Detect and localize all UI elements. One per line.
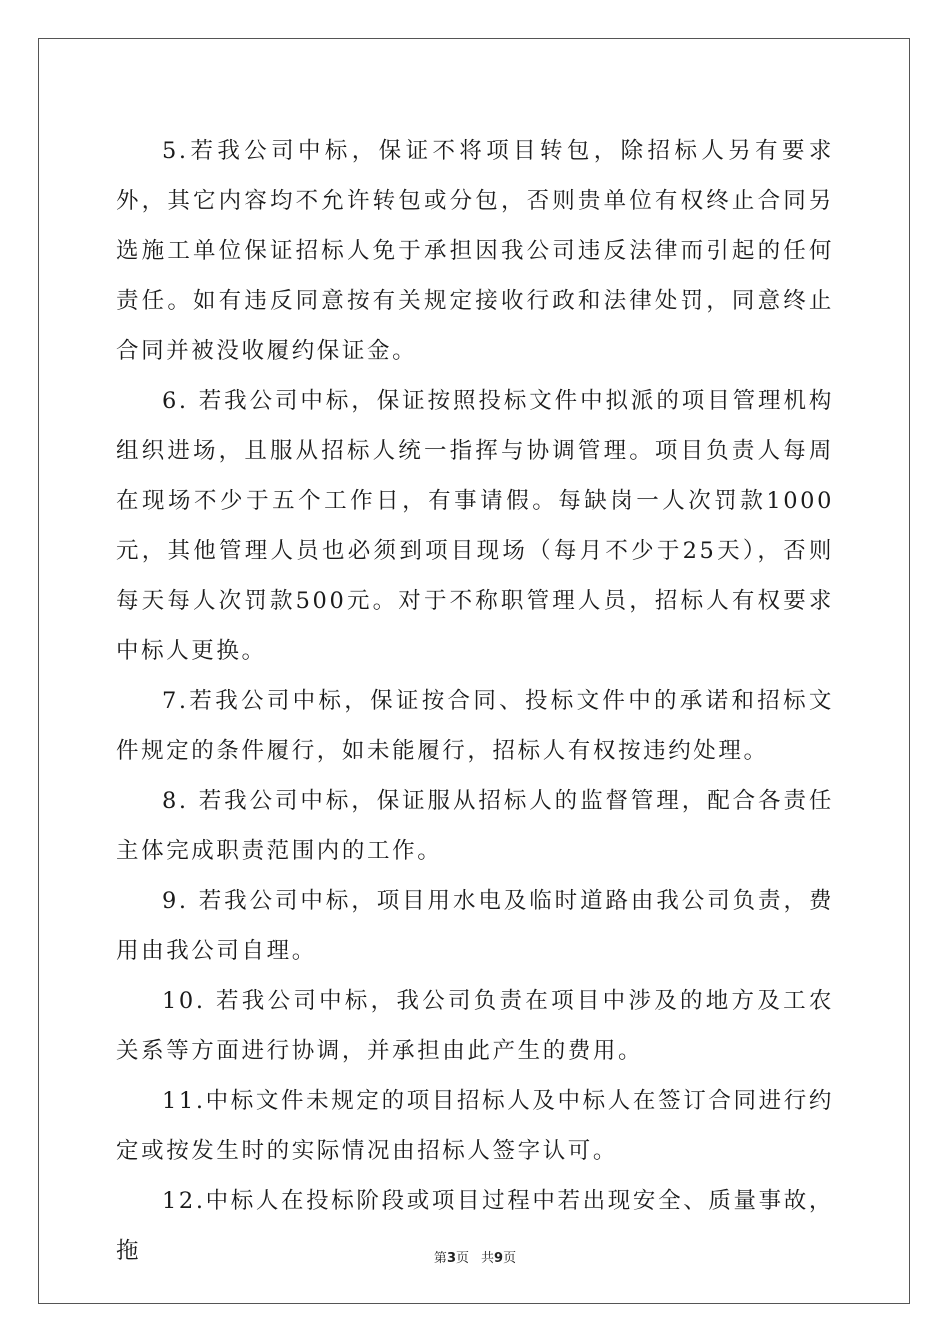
page-suffix: 页 bbox=[455, 1251, 469, 1266]
page-footer bbox=[0, 1247, 950, 1266]
clause-8: 8. 若我公司中标，保证服从招标人的监督管理，配合各责任主体完成职责范围内的工作。 bbox=[116, 788, 834, 864]
page-current: 3 bbox=[446, 1251, 456, 1266]
clause-10: 10. 若我公司中标，我公司负责在项目中涉及的地方及工农关系等方面进行协调，并承担由此产生的费用。 bbox=[116, 988, 834, 1064]
clause-12: 12.中标人在投标阶段或项目过程中若出现安全、质量事故，拖 bbox=[116, 1188, 834, 1264]
total-prefix: 共 bbox=[481, 1251, 495, 1266]
total-suffix: 页 bbox=[503, 1251, 517, 1266]
page-prefix: 第 bbox=[433, 1251, 447, 1266]
clause-11: 11.中标文件未规定的项目招标人及中标人在签订合同进行约定或按发生时的实际情况由招标人签字认可。 bbox=[116, 1088, 834, 1164]
clause-6: 6. 若我公司中标，保证按照投标文件中拟派的项目管理机构组织进场，且服从招标人统一指挥与协调管理。项目负责人每周在现场不少于五个工作日，有事请假。每缺岗一人次罚款1000元，其他管理人员也必须到项目现场（每月不少于25天），否则每天每人次罚款500元。对于不称职管理人员，招标人有权要求中标人更换。 bbox=[116, 388, 834, 664]
document-body bbox=[116, 126, 834, 1276]
clause-7: 7.若我公司中标，保证按合同、投标文件中的承诺和招标文件规定的条件履行，如未能履行，招标人有权按违约处理。 bbox=[116, 688, 834, 764]
page-total: 9 bbox=[494, 1251, 504, 1266]
clause-9: 9. 若我公司中标，项目用水电及临时道路由我公司负责，费用由我公司自理。 bbox=[116, 888, 834, 964]
clause-5: 5.若我公司中标，保证不将项目转包，除招标人另有要求外，其它内容均不允许转包或分包，否则贵单位有权终止合同另选施工单位保证招标人免于承担因我公司违反法律而引起的任何责任。如有违反同意按有关规定接收行政和法律处罚，同意终止合同并被没收履约保证金。 bbox=[116, 138, 834, 364]
